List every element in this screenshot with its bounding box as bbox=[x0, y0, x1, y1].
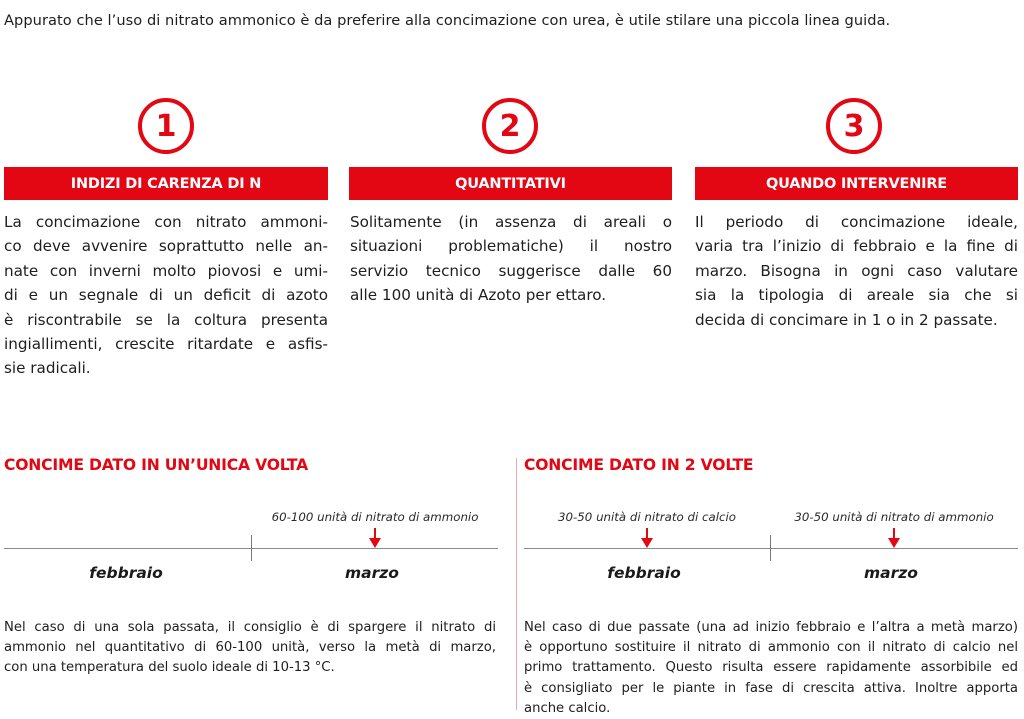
double-timeline bbox=[524, 548, 1018, 549]
single-month-febbraio: febbraio bbox=[89, 564, 163, 582]
text-line: Nel caso di due passate (una ad inizio febbraio e l’altra a metà marzo) bbox=[524, 620, 1018, 635]
step-1-number: 1 bbox=[155, 108, 177, 144]
double-month-marzo: marzo bbox=[864, 564, 918, 582]
text-line: è opportuno sostituire il nitrato di ammonio con il nitrato di calcio nel bbox=[524, 640, 1018, 656]
double-month-febbraio: febbraio bbox=[607, 564, 681, 582]
single-dose-label: 60-100 unità di nitrato di ammonio bbox=[271, 510, 479, 524]
step-3-text bbox=[695, 210, 1018, 332]
text-line: Il periodo di concimazione ideale, bbox=[695, 213, 1018, 231]
arrow-down-icon bbox=[888, 528, 900, 548]
text-line: La concimazione con nitrato ammoni- bbox=[4, 213, 328, 231]
text-line: primo trattamento. Questo risulta essere rapidamente assorbibile ed bbox=[524, 660, 1018, 676]
intro-text: Appurato che l’uso di nitrato ammonico è da preferire alla concimazione con urea, è utile stilare una piccola linea guida. bbox=[4, 12, 891, 29]
month-separator bbox=[251, 535, 252, 561]
double-text bbox=[524, 618, 1018, 719]
text-line: co deve avvenire soprattutto nelle an- bbox=[4, 237, 328, 256]
double-dose-1-label: 30-50 unità di nitrato di calcio bbox=[558, 510, 736, 524]
text-line: nate con inverni molto piovosi e umi- bbox=[4, 261, 328, 280]
step-1-number-icon bbox=[138, 98, 194, 154]
text-line: servizio tecnico suggerisce dalle 60 bbox=[350, 261, 672, 280]
double-application-title: CONCIME DATO IN 2 VOLTE bbox=[524, 456, 754, 474]
section-divider bbox=[516, 458, 517, 710]
text-line: sia la tipologia di areale sia che si bbox=[695, 286, 1018, 305]
text-line: anche calcio. bbox=[524, 700, 611, 716]
step-2-number: 2 bbox=[499, 108, 521, 144]
step-3-title: QUANDO INTERVENIRE bbox=[695, 167, 1018, 200]
step-1-text bbox=[4, 210, 328, 381]
arrow-down-icon bbox=[369, 528, 381, 548]
text-line: Solitamente (in assenza di areali o bbox=[350, 213, 672, 231]
text-line: è riscontrabile se la coltura presenta bbox=[4, 310, 328, 329]
text-line: marzo. Bisogna in ogni caso valutare bbox=[695, 261, 1018, 280]
text-line: situazioni problematiche) il nostro bbox=[350, 237, 672, 256]
text-line: Nel caso di una sola passata, il consiglio è di spargere il nitrato di bbox=[4, 620, 496, 635]
step-3-number: 3 bbox=[843, 108, 865, 144]
text-line: alle 100 unità di Azoto per ettaro. bbox=[350, 286, 607, 305]
text-line: varia tra l’inizio di febbraio e la fine di bbox=[695, 237, 1018, 256]
single-text bbox=[4, 618, 496, 679]
text-line: sie radicali. bbox=[4, 359, 91, 378]
step-1-title: INDIZI DI CARENZA DI N bbox=[4, 167, 328, 200]
step-2-number-icon bbox=[482, 98, 538, 154]
single-month-marzo: marzo bbox=[345, 564, 399, 582]
step-2-title: QUANTITATIVI bbox=[349, 167, 672, 200]
step-3-number-icon bbox=[826, 98, 882, 154]
text-line: ammonio nel quantitativo di 60-100 unità, verso la metà di marzo, bbox=[4, 640, 496, 656]
text-line: è consigliato per le piante in fase di crescita attiva. Inoltre apporta bbox=[524, 680, 1018, 696]
step-2-text bbox=[350, 210, 672, 308]
double-dose-2-label: 30-50 unità di nitrato di ammonio bbox=[794, 510, 994, 524]
text-line: ingiallimenti, crescite ritardate e asfis- bbox=[4, 335, 328, 354]
text-line: decida di concimare in 1 o in 2 passate. bbox=[695, 310, 998, 329]
month-separator bbox=[770, 535, 771, 561]
text-line: con una temperatura del suolo ideale di 10-13 °C. bbox=[4, 660, 335, 676]
arrow-down-icon bbox=[641, 528, 653, 548]
single-application-title: CONCIME DATO IN UN’UNICA VOLTA bbox=[4, 456, 308, 474]
text-line: di e un segnale di un deficit di azoto bbox=[4, 286, 328, 305]
